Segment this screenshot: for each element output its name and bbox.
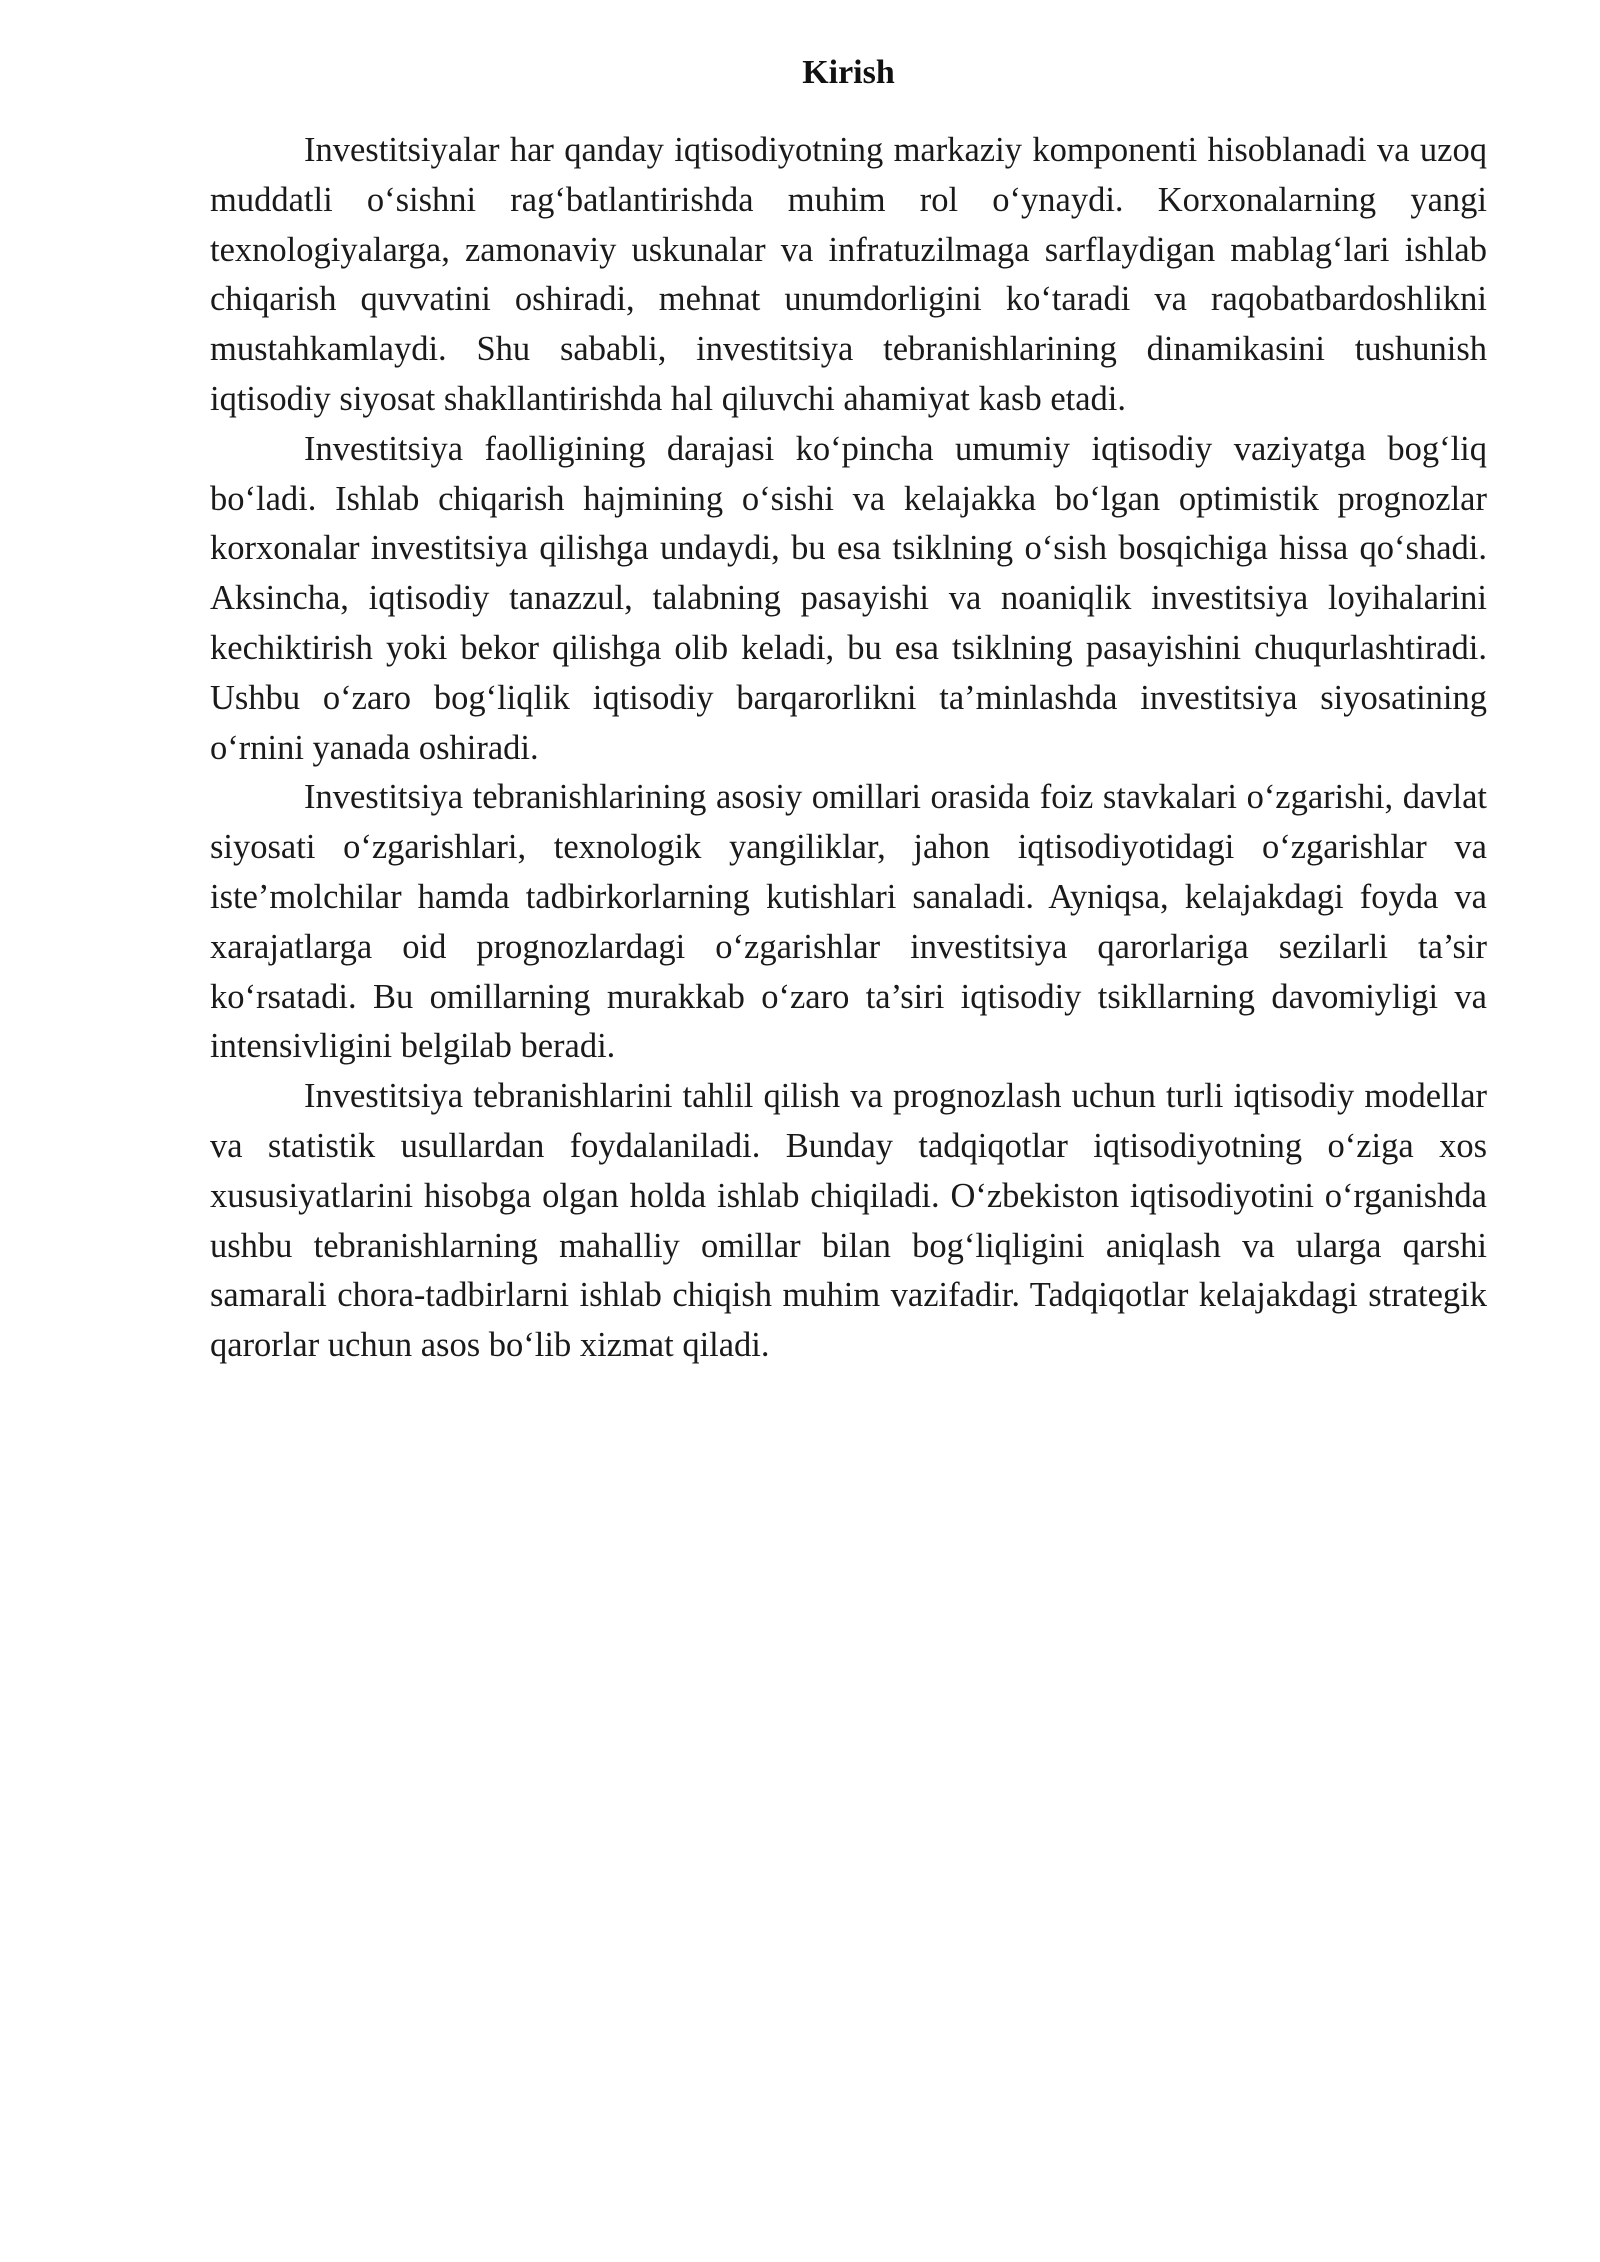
page-title: Kirish <box>802 54 895 91</box>
paragraph-1: Investitsiyalar har qanday iqtisodiyotning markaziy komponenti hisoblanadi va uzoq muddatli o‘sishni rag‘batlantirishda muhim rol o‘ynaydi. Korxonalarning yangi texnologiyalarga, zamonaviy uskunalar va infratuzilmaga sarflaydigan mablag‘lari ishlab chiqarish quvvatini oshiradi, mehnat unumdorligini ko‘taradi va raqobatbardoshlikni mustahkamlaydi. Shu sababli, investitsiya tebranishlarining dinamikasini tushunish iqtisodiy siyosat shakllantirishda hal qiluvchi ahamiyat kasb etadi. <box>210 131 1487 418</box>
paragraph-2: Investitsiya faolligining darajasi ko‘pincha umumiy iqtisodiy vaziyatga bog‘liq bo‘ladi. Ishlab chiqarish hajmining o‘sishi va kelajakka bo‘lgan optimistik prognozlar korxonalar investitsiya qilishga undaydi, bu esa tsiklning o‘sish bosqichiga hissa qo‘shadi. Aksincha, iqtisodiy tanazzul, talabning pasayishi va noaniqlik investitsiya loyihalarini kechiktirish yoki bekor qilishga olib keladi, bu esa tsiklning pasayishini chuqurlashtiradi. Ushbu o‘zaro bog‘liqlik iqtisodiy barqarorlikni ta’minlashda investitsiya siyosatining o‘rnini yanada oshiradi. <box>210 429 1487 767</box>
paragraph-3: Investitsiya tebranishlarining asosiy omillari orasida foiz stavkalari o‘zgarishi, davlat siyosati o‘zgarishlari, texnologik yangiliklar, jahon iqtisodiyotidagi o‘zgarishlar va iste’molchilar hamda tadbirkorlarning kutishlari sanaladi. Ayniqsa, kelajakdagi foyda va xarajatlarga oid prognozlardagi o‘zgarishlar investitsiya qarorlariga sezilarli ta’sir ko‘rsatadi. Bu omillarning murakkab o‘zaro ta’siri iqtisodiy tsikllarning davomiyligi va intensivligini belgilab beradi. <box>210 778 1487 1066</box>
document-body <box>210 48 1487 1371</box>
paragraph-4: Investitsiya tebranishlarini tahlil qilish va prognozlash uchun turli iqtisodiy modellar va statistik usullardan foydalaniladi. Bunday tadqiqotlar iqtisodiyotning o‘ziga xos xususiyatlarini hisobga olgan holda ishlab chiqiladi. O‘zbekiston iqtisodiyotini o‘rganishda ushbu tebranishlarning mahalliy omillar bilan bog‘liqligini aniqlash va ularga qarshi samarali chora-tadbirlarni ishlab chiqish muhim vazifadir. Tadqiqotlar kelajakdagi strategik qarorlar uchun asos bo‘lib xizmat qiladi. <box>210 1077 1487 1365</box>
